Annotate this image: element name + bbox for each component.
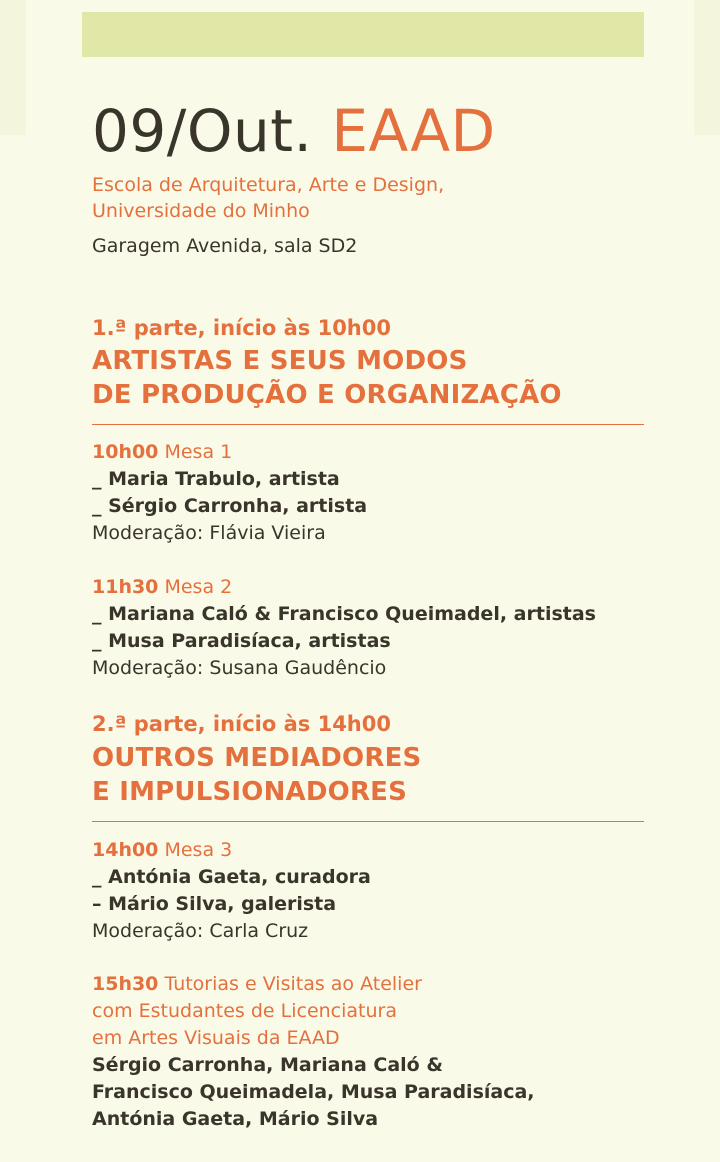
mesa2-speaker-2: _ Musa Paradisíaca, artistas [92, 630, 391, 652]
mesa3-block [92, 837, 647, 945]
tutorias-names-3: Antónia Gaeta, Mário Silva [92, 1108, 379, 1130]
mesa2-block [92, 574, 647, 682]
event-date: 09/Out. [92, 97, 313, 165]
part1-title-line-1: ARTISTAS E SEUS MODOS [92, 346, 468, 376]
tutorias-block [92, 971, 647, 1133]
mesa2-label: Mesa 2 [164, 576, 233, 598]
school-name [92, 172, 444, 224]
part1-subtitle: 1.ª parte, início às 10h00 [92, 316, 391, 340]
mesa3-label: Mesa 3 [164, 839, 233, 861]
part2-title-line-2: E IMPULSIONADORES [92, 777, 408, 807]
tutorias-line-1: Tutorias e Visitas ao Atelier [164, 973, 422, 995]
tutorias-names-1: Sérgio Carronha, Mariana Caló & [92, 1054, 443, 1076]
event-location: Garagem Avenida, sala SD2 [92, 235, 358, 257]
tutorias-names-2: Francisco Queimadela, Musa Paradisíaca, [92, 1081, 535, 1103]
left-edge-panel [0, 0, 26, 135]
part1-divider [92, 424, 644, 425]
part2-divider [92, 821, 644, 822]
mesa3-moderation: Moderação: Carla Cruz [92, 920, 309, 942]
mesa1-speaker-1: _ Maria Trabulo, artista [92, 468, 340, 490]
mesa3-time: 14h00 [92, 839, 159, 861]
mesa2-moderation: Moderação: Susana Gaudêncio [92, 657, 387, 679]
mesa1-time: 10h00 [92, 441, 159, 463]
tutorias-line-2: com Estudantes de Licenciatura [92, 1000, 397, 1022]
part2-title-line-1: OUTROS MEDIADORES [92, 743, 422, 773]
mesa2-time: 11h30 [92, 576, 159, 598]
mesa2-speaker-1: _ Mariana Caló & Francisco Queimadel, artistas [92, 603, 596, 625]
tutorias-line-3: em Artes Visuais da EAAD [92, 1027, 340, 1049]
mesa1-block [92, 439, 647, 547]
part2-subtitle: 2.ª parte, início às 14h00 [92, 712, 391, 736]
tutorias-time: 15h30 [92, 973, 159, 995]
mesa3-speaker-1: _ Antónia Gaeta, curadora [92, 866, 371, 888]
mesa1-label: Mesa 1 [164, 441, 233, 463]
mesa3-speaker-2: – Mário Silva, galerista [92, 893, 337, 915]
school-line-1: Escola de Arquitetura, Arte e Design, [92, 174, 445, 196]
mesa1-moderation: Moderação: Flávia Vieira [92, 522, 326, 544]
part1-title-line-2: DE PRODUÇÃO E ORGANIZAÇÃO [92, 380, 562, 410]
top-color-bar [82, 12, 644, 57]
right-edge-panel [694, 0, 720, 135]
venue-acronym: EAAD [331, 97, 496, 165]
school-line-2: Universidade do Minho [92, 200, 310, 222]
event-heading [92, 96, 496, 166]
mesa1-speaker-2: _ Sérgio Carronha, artista [92, 495, 368, 517]
